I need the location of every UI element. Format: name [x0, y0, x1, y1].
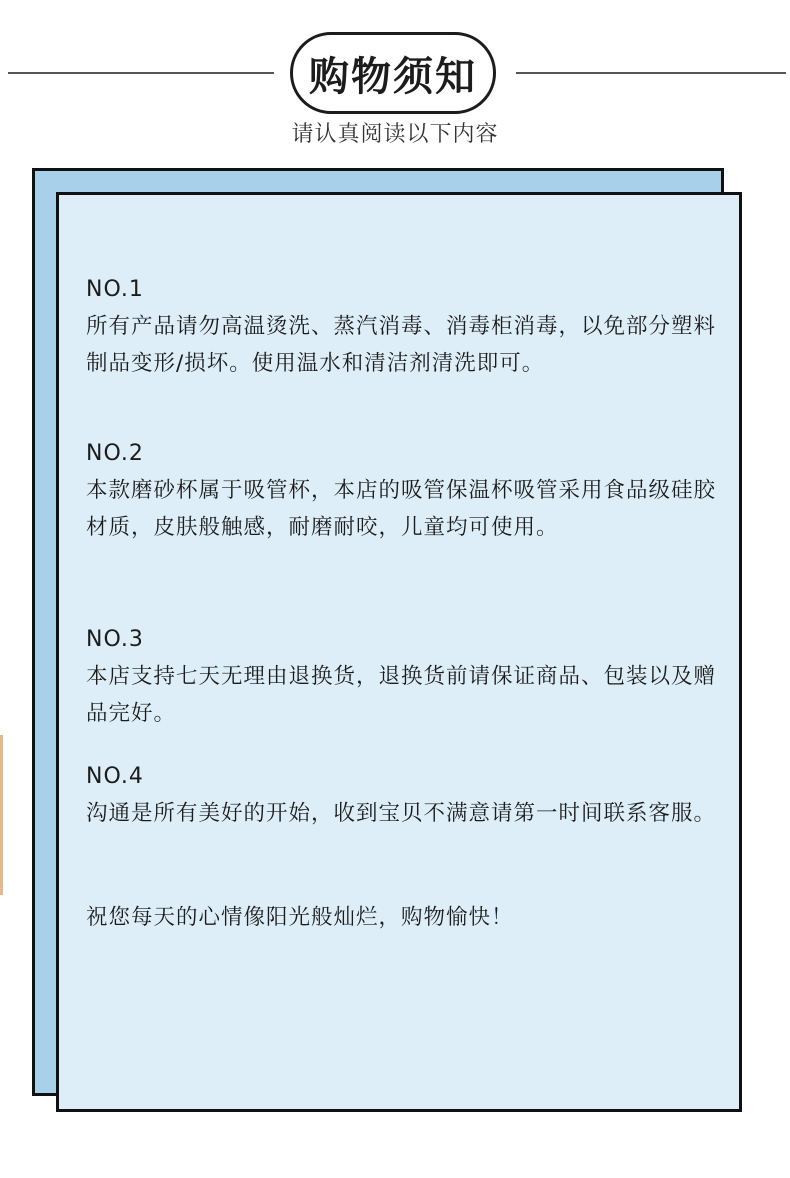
header-rule-left	[8, 72, 274, 74]
title-badge	[290, 32, 496, 114]
header-rule-right	[516, 72, 786, 74]
note-1	[86, 276, 726, 382]
left-edge-accent	[0, 735, 3, 895]
page-title: 购物须知	[309, 53, 477, 100]
page-subtitle: 请认真阅读以下内容	[291, 122, 499, 147]
closing-message: 祝您每天的心情像阳光般灿烂，购物愉快！	[86, 905, 514, 930]
note-4-heading: NO.4	[86, 764, 144, 789]
note-1-body: 所有产品请勿高温烫洗、蒸汽消毒、消毒柜消毒，以免部分塑料制品变形/损坏。使用温水和清洁剂清洗即可。	[86, 314, 717, 376]
note-1-heading: NO.1	[86, 277, 144, 302]
note-4-body: 沟通是所有美好的开始，收到宝贝不满意请第一时间联系客服。	[86, 801, 717, 826]
note-2	[86, 440, 726, 546]
note-2-body: 本款磨砂杯属于吸管杯，本店的吸管保温杯吸管采用食品级硅胶材质，皮肤般触感，耐磨耐咬，儿童均可使用。	[86, 478, 717, 540]
note-3-heading: NO.3	[86, 627, 144, 652]
note-3	[86, 626, 726, 732]
note-4	[86, 763, 726, 832]
note-2-heading: NO.2	[86, 441, 144, 466]
note-3-body: 本店支持七天无理由退换货，退换货前请保证商品、包装以及赠品完好。	[86, 664, 717, 726]
